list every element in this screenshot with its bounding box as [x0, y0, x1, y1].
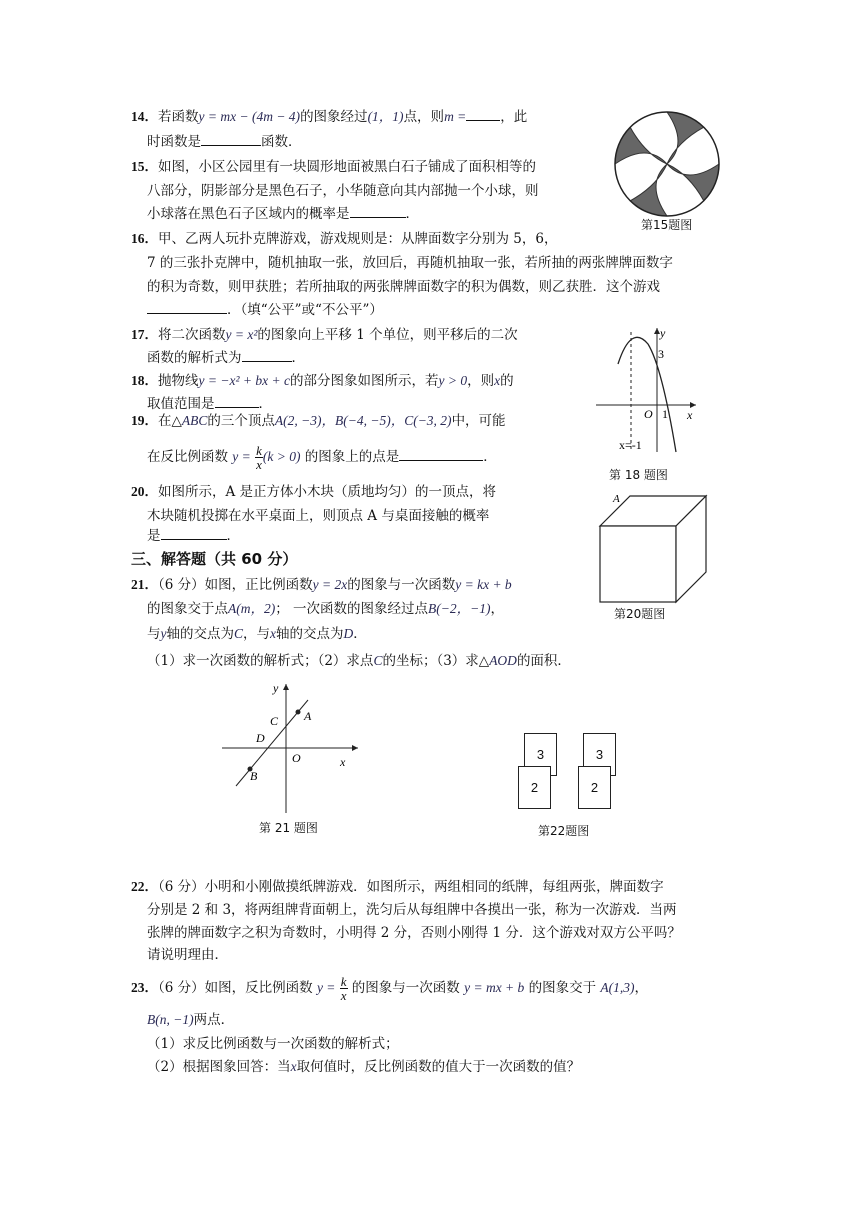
- q23-sub2: （2）根据图象回答：当x取何值时，反比例函数的值大于一次函数的值？: [147, 1059, 581, 1075]
- q23-line1: 23．（6 分）如图，反比例函数 y = $\frac{k}{x}$ 的图象与一次函数 y = mx + b 的图象交于 A(1,3)，: [131, 974, 649, 1003]
- q22-line1: 22．（6 分）小明和小刚做摸纸牌游戏．如图所示，两组相同的纸牌，每组两张，牌面数字: [131, 879, 664, 895]
- q19-fraction: $\frac{k}{x}$: [256, 443, 262, 472]
- q23-line2: B(n, −1)两点．: [147, 1012, 235, 1028]
- q18-label-3: 3: [658, 347, 664, 361]
- q20-label-a: A: [613, 493, 620, 505]
- q22-caption: 第22题图: [538, 824, 590, 838]
- q15-caption: 第15题图: [641, 218, 693, 232]
- q21-label-y: y: [273, 681, 279, 695]
- q22-line4: 请说明理由．: [147, 947, 228, 963]
- q20-blank[interactable]: [161, 525, 227, 540]
- q15-blank[interactable]: [350, 203, 406, 218]
- q18-caption: 第 18 题图: [609, 468, 668, 482]
- q21-line4: （1）求一次函数的解析式；（2）求点C的坐标；（3）求△AOD的面积．: [147, 653, 571, 669]
- q18-line2: 取值范围是 ．: [147, 393, 272, 415]
- q21-label-c: C: [270, 714, 279, 728]
- q22-line2: 分别是 2 和 3，将两组牌背面朝上，洗匀后从每组牌中各摸出一张，称为一次游戏．当两: [147, 902, 677, 918]
- section-3-title: 三、解答题（共 60 分）: [131, 550, 298, 568]
- q23-fraction: $\frac{k}{x}$: [340, 974, 347, 1003]
- q21-label-o: O: [292, 751, 301, 765]
- q14-line1: 14．若函数y = mx − (4m − 4)的图象经过(1，1)点，则m = ，此: [131, 106, 527, 128]
- q16-line2: 7 的三张扑克牌中，随机抽取一张，放回后，再随机抽取一张，若所抽的两张牌牌面数字: [147, 255, 673, 271]
- card-group1-2: 2: [518, 766, 551, 809]
- q20-line3: 是 ．: [147, 525, 240, 547]
- q19-line1: 19．在△ABC的三个顶点A(2, −3)，B(−4, −5)，C(−3, 2)中，可能: [131, 413, 506, 429]
- q18-label-x: x: [687, 408, 693, 422]
- q15-line2: 八部分，阴影部分是黑色石子，小华随意向其内部抛一个小球，则: [147, 183, 539, 199]
- q23-sub1: （1）求反比例函数与一次函数的解析式；: [147, 1036, 399, 1052]
- q14-line2: 时函数是 函数．: [147, 131, 302, 153]
- q17-line1: 17．将二次函数y = x²的图象向上平移 1 个单位，则平移后的二次: [131, 327, 518, 343]
- card-group2-2: 2: [578, 766, 611, 809]
- q21-label-a: A: [304, 709, 312, 723]
- q18-label-y: y: [660, 326, 666, 340]
- q19-line2: 在反比例函数 y = $\frac{k}{x}$ (k > 0) 的图象上的点是 ．: [147, 443, 497, 472]
- q16-line3: 的积为奇数，则甲获胜；若所抽取的两张牌牌面数字的积为偶数，则乙获胜．这个游戏: [147, 279, 660, 295]
- q16-blank[interactable]: [147, 299, 227, 314]
- q21-point-a: [296, 710, 301, 715]
- q21-line1: 21．（6 分）如图，正比例函数y = 2x的图象与一次函数y = kx + b: [131, 577, 512, 593]
- q18-parabola-graph: [592, 322, 702, 457]
- q18-label-o: O: [644, 407, 653, 421]
- q14-blank-m[interactable]: [466, 106, 500, 121]
- q15-circle-figure: [612, 109, 722, 219]
- q20-caption: 第20题图: [614, 607, 666, 621]
- q17-line2: 函数的解析式为 ．: [147, 347, 305, 369]
- q14-number: 14．: [131, 109, 158, 124]
- q20-line1: 20．如图所示，A 是正方体小木块（质地均匀）的一顶点，将: [131, 484, 497, 500]
- q21-label-b: B: [250, 769, 258, 783]
- q21-caption: 第 21 题图: [259, 821, 318, 835]
- q17-blank[interactable]: [242, 347, 292, 362]
- q20-cube-figure: [594, 490, 712, 608]
- q18-label-axis: x=-1: [619, 438, 642, 452]
- q16-line4: ．（填“公平”或“不公平”）: [147, 299, 383, 321]
- q21-line3: 与y轴的交点为C，与x轴的交点为D．: [147, 626, 367, 642]
- q21-label-x: x: [340, 755, 346, 769]
- q16-line1: 16．甲、乙两人玩扑克牌游戏，游戏规则是：从牌面数字分别为 5，6，: [131, 231, 558, 247]
- card-group1-3: 3: [524, 733, 557, 776]
- q18-blank[interactable]: [215, 393, 259, 408]
- q22-line3: 张牌的牌面数字之积为奇数时，小明得 2 分，否则小刚得 1 分．这个游戏对双方公平吗？: [147, 925, 681, 941]
- q19-blank[interactable]: [399, 446, 483, 461]
- q14-blank-type[interactable]: [201, 131, 261, 146]
- q21-line2: 的图象交于点A(m，2)； 一次函数的图象经过点B(−2，−1)，: [147, 601, 505, 617]
- q18-line1: 18．抛物线y = −x² + bx + c的部分图象如图所示，若y > 0，则x的: [131, 373, 514, 389]
- q15-line1: 15．如图，小区公园里有一块圆形地面被黑白石子铺成了面积相等的: [131, 159, 536, 175]
- q15-line3: 小球落在黑色石子区域内的概率是 ．: [147, 203, 419, 225]
- q14-formula: y = mx − (4m − 4): [198, 109, 301, 124]
- q21-label-d: D: [256, 731, 265, 745]
- q18-label-1: 1: [662, 407, 668, 421]
- card-group2-3: 3: [583, 733, 616, 776]
- q21-linear-graph: [218, 680, 363, 818]
- q20-line2: 木块随机投掷在水平桌面上，则顶点 A 与桌面接触的概率: [147, 508, 490, 524]
